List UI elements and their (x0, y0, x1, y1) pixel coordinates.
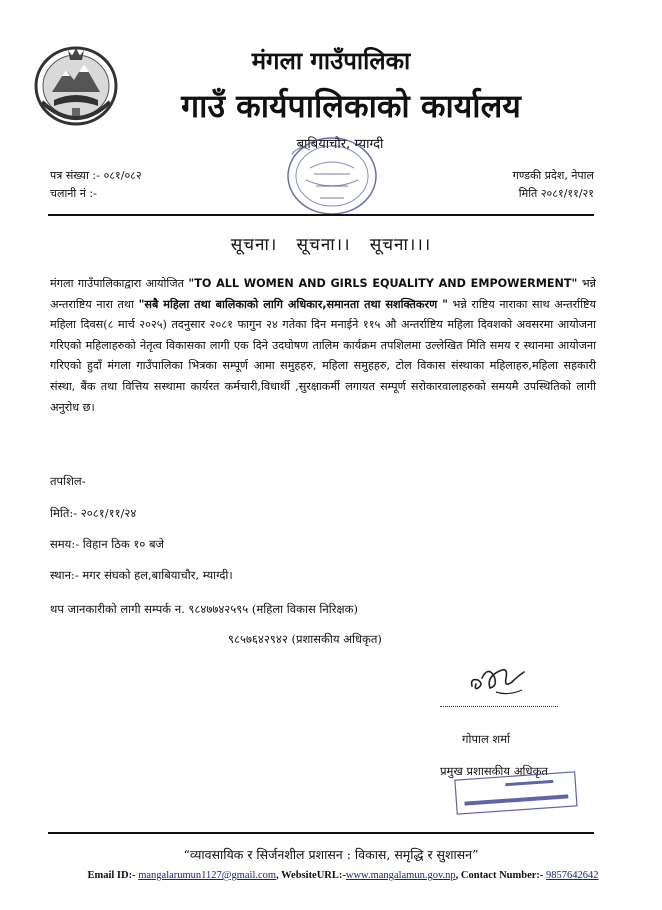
signature-line (440, 706, 558, 707)
phone-link[interactable]: 9857642642 (546, 870, 599, 881)
website-label: , WebsiteURL:- (276, 870, 346, 881)
province-text: गण्डकी प्रदेश, नेपाल (512, 169, 594, 182)
website-link[interactable]: www.mangalamun.gov.np (345, 870, 456, 881)
footer-contact (0, 870, 662, 881)
dispatch-number: चलानी नं :- (50, 187, 98, 200)
signer-title: प्रमुख प्रशासकीय अधिकृत (440, 764, 548, 778)
reference-number: पत्र संख्या :- ०८१/०८२ (50, 169, 142, 182)
contact-info-secondary: ९८५७६४२९४२ (प्रशासकीय अधिकृत) (228, 632, 382, 646)
details-label: तपशिल- (50, 474, 86, 488)
signature-mark (468, 656, 532, 700)
email-label: Email ID:- (87, 870, 139, 881)
body-slogan-np: "सबै महिला तथा बालिकाको लागि अधिकार,समानता तथा सशक्तिकरण " (138, 297, 448, 311)
body-rest: भन्ने राष्टिय नाराका साथ अन्तर्राष्टिय महिला दिवस(८ मार्च २०२५) तदनुसार २०८१ फागुन २४ गतेका दिन मनाईने ११५ औ अन्तर्राष्टिय महिला दिवशको अवसरमा आयोजना गरिएको महिलाहरुको नेतृत्व विकासका लागी एक दिने उदघोषण तालिम कार्यक्रम तपशिलमा उल्लेखित मिति समय र स्थानमा आयोजना गरिएको हुदाँ मंगला गाउँपालिका भित्रका सम्पूर्ण आमा समुहहरु, महिला समुहहरु, टोल विकास संस्थाका महिलाहरु,महिला सहकारी संस्था, बैंक तथा वित्तिय सस्थामा कार्यरत कर्मचारी,विधार्थी ,सुरक्षाकर्मी लगायत सम्पूर्ण सरोकारवालाहरुको समयमै उपस्थितिको लागी अनुरोध छ। (50, 297, 596, 414)
office-seal-stamp (270, 136, 390, 218)
municipality-name: मंगला गाउँपालिका (251, 46, 411, 75)
body-mid: भन्ने अन्तराष्टिय नारा तथा (50, 277, 596, 311)
signer-name: गोपाल शर्मा (462, 732, 511, 746)
letter-date: मिति २०८१/११/२१ (518, 187, 594, 200)
contact-label: , Contact Number:- (455, 870, 547, 881)
notice-heading: सूचना। सूचना।। सूचना।।। (230, 235, 432, 255)
contact-info: थप जानकारीको लागी सम्पर्क न. ९८४७७४२५९५ (महिला विकास निरिक्षक) (50, 602, 358, 616)
body-slogan-en: "TO ALL WOMEN AND GIRLS EQUALITY AND EMPOWERMENT" (188, 277, 578, 290)
office-motto: “व्यावसायिक र सिर्जनशील प्रशासन : विकास, समृद्धि र सुशासन” (183, 847, 479, 862)
office-address: बाबियाचौर, म्याग्दी (296, 137, 384, 152)
event-venue: स्थान:- मगर संघको हल,बाबियाचौर, म्याग्दी। (50, 568, 233, 582)
header-divider (48, 214, 594, 216)
footer-divider (48, 832, 594, 834)
email-link[interactable]: mangalarumun1127@gmail.com (138, 870, 277, 881)
notice-body (50, 274, 596, 418)
office-name: गाउँ कार्यपालिकाको कार्यालय (181, 87, 521, 125)
body-intro: मंगला गाउँपालिकाद्वारा आयोजित (50, 277, 189, 290)
event-date: मिति:- २०८१/११/२४ (50, 506, 137, 520)
officer-stamp (450, 770, 582, 818)
event-time: समय:- विहान ठिक १० बजे (50, 537, 165, 551)
